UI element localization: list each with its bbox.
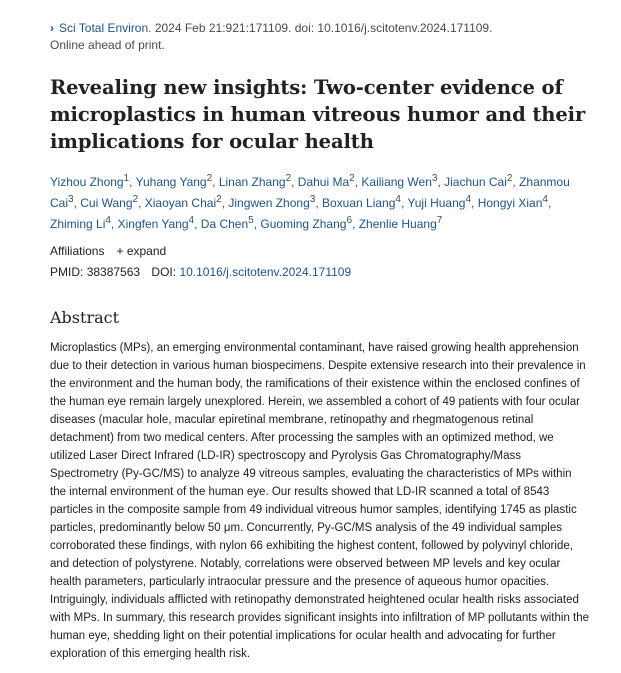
article-page xyxy=(50,20,595,663)
author-entry xyxy=(361,175,437,189)
abstract-text: Microplastics (MPs), an emerging environmental contaminant, have raised growing health apprehension due to their detection in various human biospecimens. Despite extensive research into their prevalence in the environment and the human body, the ramifications of their existence within the enclosed confines of the human eye remain largely unexplored. Herein, we assembled a cohort of 49 patients with four ocular diseases (macular hole, macular epiretinal membrane, retinopathy and rhegmatogenous retinal detachment) from two medical centers. After processing the samples with an optimized method, we utilized Laser Direct Infrared (LD-IR) spectroscopy and Pyrolysis Gas Chromatography/Mass Spectrometry (Py-GC/MS) to analyze 49 vitreous samples, evaluating the characteristics of MPs within the internal environment of the human eye. Our results showed that LD-IR scanned a total of 8543 particles in the composite sample from 49 individual vitreous humor samples, identifying 1745 as plastic particles, predominantly below 50 μm. Concurrently, Py-GC/MS analysis of the 49 individual samples corroborated these findings, with nylon 66 exhibiting the highest content, followed by polyvinyl chloride, and detection of polystyrene. Notably, correlations were observed between MP levels and key ocular health parameters, particularly intraocular pressure and the presence of aqueous humor opacities. Intriguingly, individuals afflicted with retinopathy demonstrated heightened ocular health risks associated with MPs. In summary, this research provides significant insights into infiltration of MP pollutants within the human eye, shedding light on their potential implications for ocular health and advocating for further exploration of this emerging health risk. xyxy=(50,342,590,660)
author-list: Yizhou Zhong$^1$, Yuhang Yang$^2$, Linan Zhang$^2$, Dahui Ma$^2$, Kailiang Wen$^3$, Jiachun Cai$^2$, Zhanmou Cai$^3$, Cui Wang$^2$, Xiaoyan Chai$^2$, Jingwen Zhong$^3$, Boxuan Liang$^4$, Yuji Huang$^4$, Hongyi Xian$^4$, Zhiming Li$^4$, Xingfen Yang$^4$, Da Chen$^5$, Guoming Zhang$^6$, Zhenlie Huang$^7$ xyxy=(50,173,570,231)
author-link[interactable]: Hongyi Xian xyxy=(477,196,543,210)
author-link[interactable]: Guoming Zhang xyxy=(260,217,347,231)
author-link[interactable]: Boxuan Liang xyxy=(321,196,396,210)
author-entry xyxy=(444,175,512,189)
identifiers-row xyxy=(50,264,595,281)
affiliation-number[interactable]: 3 xyxy=(431,173,438,184)
author-entry xyxy=(228,196,315,210)
author-link[interactable]: Zhanmou Cai xyxy=(50,175,570,210)
author-link[interactable]: Yuhang Yang xyxy=(135,175,207,189)
pmid-label: PMID: xyxy=(50,265,84,279)
author-entry xyxy=(80,196,138,210)
author-link[interactable]: Linan Zhang xyxy=(218,175,286,189)
publication-status: Online ahead of print. xyxy=(50,38,165,52)
affiliation-number[interactable]: 4 xyxy=(105,215,111,226)
chevron-right-icon[interactable]: › xyxy=(50,21,54,35)
author-entry xyxy=(359,217,443,231)
author-link[interactable]: Da Chen xyxy=(200,217,249,231)
affiliations-label: Affiliations xyxy=(50,244,105,258)
author-entry xyxy=(322,196,401,210)
author-entry xyxy=(260,217,352,231)
author-entry xyxy=(50,175,129,189)
affiliation-number[interactable]: 5 xyxy=(248,215,254,226)
affiliation-number[interactable]: 4 xyxy=(188,215,195,226)
doi-label: DOI: xyxy=(151,265,177,279)
affiliation-number[interactable]: 3 xyxy=(309,194,316,205)
affiliation-number[interactable]: 2 xyxy=(506,173,513,184)
affiliation-number[interactable]: 4 xyxy=(542,194,548,205)
affiliations-row xyxy=(50,243,595,260)
author-link[interactable]: Kailiang Wen xyxy=(361,175,432,189)
affiliation-number[interactable]: 4 xyxy=(395,194,401,205)
affiliation-number[interactable]: 2 xyxy=(349,173,355,184)
abstract-heading: Abstract xyxy=(50,308,120,327)
affiliation-number[interactable]: 7 xyxy=(436,215,443,226)
affiliation-number[interactable]: 2 xyxy=(206,173,213,184)
affiliation-number[interactable]: 4 xyxy=(465,194,472,205)
citation-details: . 2024 Feb 21:921:171109. doi: 10.1016/j.scitotenv.2024.171109. xyxy=(148,21,493,35)
doi-link[interactable]: 10.1016/j.scitotenv.2024.171109 xyxy=(179,265,352,279)
author-entry xyxy=(136,175,213,189)
affiliation-number[interactable]: 2 xyxy=(216,194,222,205)
author-link[interactable]: Yuji Huang xyxy=(407,196,466,210)
author-entry xyxy=(50,217,111,231)
author-entry xyxy=(407,196,471,210)
citation-line xyxy=(50,20,595,37)
author-entry xyxy=(298,175,355,189)
pmid-value: 38387563 xyxy=(86,265,141,279)
affiliation-number[interactable]: 1 xyxy=(123,173,130,184)
affiliation-number[interactable]: 3 xyxy=(68,194,74,205)
author-link[interactable]: Yizhou Zhong xyxy=(50,175,124,189)
author-link[interactable]: Xingfen Yang xyxy=(117,217,189,231)
author-link[interactable]: Zhenlie Huang xyxy=(358,217,437,231)
author-link[interactable]: Cui Wang xyxy=(80,196,133,210)
affiliation-number[interactable]: 2 xyxy=(285,173,292,184)
author-entry xyxy=(478,196,548,210)
author-entry xyxy=(219,175,291,189)
affiliation-number[interactable]: 2 xyxy=(132,194,139,205)
author-link[interactable]: Jingwen Zhong xyxy=(228,196,310,210)
journal-link[interactable]: Sci Total Environ xyxy=(59,21,149,35)
affiliations-expand-button[interactable]: + expand xyxy=(116,244,167,258)
author-link[interactable]: Dahui Ma xyxy=(297,175,350,189)
author-entry xyxy=(118,217,195,231)
affiliation-number[interactable]: 6 xyxy=(346,215,353,226)
author-link[interactable]: Zhiming Li xyxy=(50,217,106,231)
author-entry xyxy=(201,217,254,231)
author-link[interactable]: Xiaoyan Chai xyxy=(144,196,217,210)
author-entry xyxy=(145,196,222,210)
author-link[interactable]: Jiachun Cai xyxy=(444,175,507,189)
article-title: Revealing new insights: Two-center evidence of microplastics in human vitreous humor and their implications for ocular health xyxy=(50,76,586,153)
